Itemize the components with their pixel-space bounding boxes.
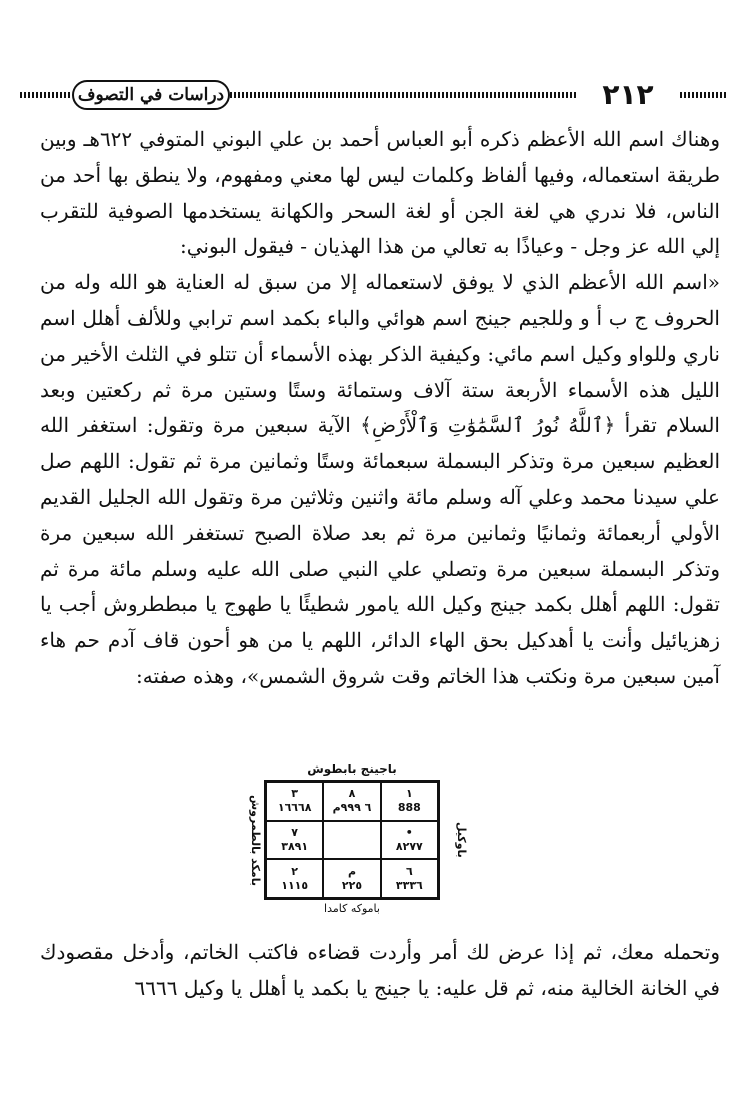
grid-cell: ٢ ١١١٥ (266, 859, 323, 898)
grid-cell: ١ 888 (381, 782, 438, 821)
page-number: ٢١٢ (602, 77, 654, 111)
talisman-figure (232, 762, 472, 920)
figure-left-label: بامكد بالطمروش (249, 794, 262, 886)
paragraph-closing: وتحمله معك، ثم إذا عرض لك أمر وأردت قضاءه فاكتب الخاتم، وأدخل مقصودك في الخانة الخالية منه، ثم قل عليه: يا جينج يا بكمد يا أهلل يا وكيل ٦٦٦٦ (40, 940, 720, 1000)
talisman-grid (264, 780, 440, 900)
paragraph-quote: «اسم الله الأعظم الذي لا يوفق لاستعماله إلا من سبق له العناية هو الله وله من الحروف ج ب أ و وللجيم جينج اسم هوائي والباء بكمد اسم ترابي وللألف أهلل اسم ناري وللواو وكيل اسم مائي: وكيفية الذكر بهذه الأسماء أن تتلو في الثلث الأخير من الليل هذه الأسماء الأربعة ستة آلاف وستمائة وستًا وستين مرة ثم ركعتين وبعد السلام تقرأ ﴿ٱللَّهُ نُورُ ٱلسَّمَٰوَٰتِ وَٱلْأَرْضِ﴾ الآية سبعين مرة وتقول: استغفر الله العظيم سبعين مرة وتذكر البسملة سبعمائة وستًا وثمانين مرة ثم تقول: اللهم صل علي سيدنا محمد وعلي آله وسلم مائة واثنين وثلاثين مرة وتقول الله الجليل القديم الأولي أربعمائة وثمانيًا وثمانين مرة ثم بعد صلاة الصبح تستغفر الله سبعين مرة وتذكر البسملة سبعين مرة وتصلي علي النبي صلى الله عليه وسلم مائة مرة ثم تقول: اللهم أهلل بكمد جينج وكيل الله يامور شطيئًا يا طهوج يا مبططروش أجب يا زهزيائيل وأنت يا أهدكيل بحق الهاء الدائر، اللهم يا من هو أحون قاف آدم حم هاء آمين سبعين مرة ونكتب هذا الخاتم وقت شروق الشمس»، وهذه صفته: (40, 270, 720, 688)
grid-cell: م ٢٢٥ (323, 859, 380, 898)
grid-cell: ٨ ٦ ٩٩٩م (323, 782, 380, 821)
header-rule-left (20, 92, 72, 98)
paragraph-intro: وهناك اسم الله الأعظم ذكره أبو العباس أحمد بن علي البوني المتوفي ٦٢٢هـ وبين طريقة استعماله، وفيها ألفاظ وكلمات ليس لها معني ومفهوم، ولا ينطق بها أحد من الناس، فلا ندري هي لغة الجن أو لغة السحر والكهانة يستخدمها الصوفية للتقرب إلي الله عز وجل - وعياذًا به تعالي من هذا الهذيان - فيقول البوني: (40, 127, 721, 259)
grid-cell: ٣ ١٦٦٦٨ (266, 782, 323, 821)
main-text (40, 122, 720, 695)
grid-cell-empty (323, 821, 380, 860)
grid-cell: ٦ ٣٣٣٦ (381, 859, 438, 898)
grid-cell: • ٨٢٧٧ (381, 821, 438, 860)
grid-cell: ٧ ٣٨٩١ (266, 821, 323, 860)
main-text-continued (40, 934, 720, 1006)
figure-bottom-label: باموكه كامدا (324, 902, 380, 915)
header-rule-middle (230, 92, 576, 98)
book-title-badge (72, 80, 230, 110)
book-title: دراسات في التصوف (77, 85, 225, 105)
figure-top-label: باجينج بابطوش (307, 762, 397, 776)
header-rule-right (680, 92, 726, 98)
figure-right-label: باوكيل (455, 822, 468, 858)
page-header (20, 78, 726, 112)
